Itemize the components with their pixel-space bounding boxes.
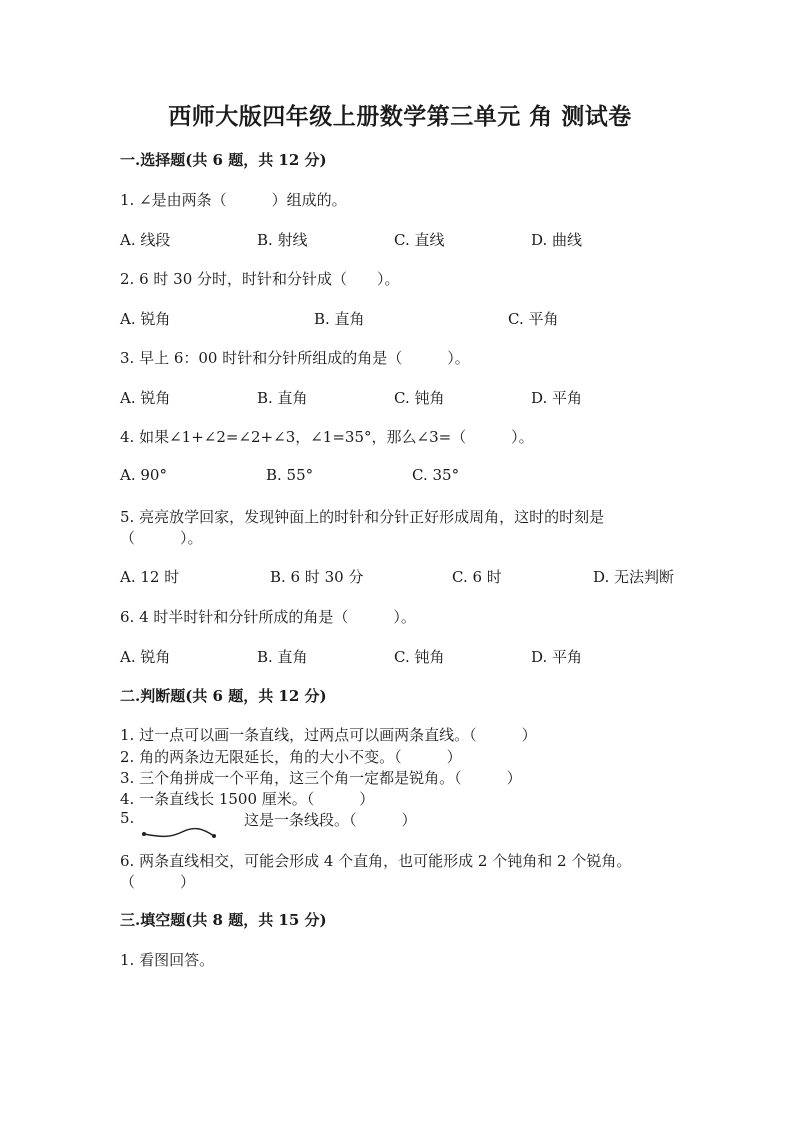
fill-item-1: 1. 看图回答。 (120, 951, 215, 969)
judge-item-6: 6. 两条直线相交，可能会形成 4 个直角，也可能形成 2 个钝角和 2 个锐角。 (120, 852, 632, 870)
judge-item-2: 2. 角的两条边无限延长，角的大小不变。（ ） (120, 748, 462, 766)
section-heading-fill: 三.填空题(共 8 题，共 15 分) (120, 911, 327, 929)
option-2b: B. 直角 (314, 310, 365, 328)
question-6: 6. 4 时半时针和分针所成的角是（ ）。 (120, 608, 416, 626)
option-2a: A. 锐角 (120, 310, 171, 328)
question-2: 2. 6 时 30 分时，时针和分针成（ ）。 (120, 270, 400, 288)
option-6d: D. 平角 (531, 648, 583, 666)
option-6c: C. 钝角 (394, 648, 445, 666)
section-heading-choice: 一.选择题(共 6 题，共 12 分) (120, 151, 327, 169)
option-1c: C. 直线 (394, 231, 445, 249)
judge-item-4: 4. 一条直线长 1500 厘米。（ ） (120, 790, 375, 808)
section-heading-judge: 二.判断题(共 6 题，共 12 分) (120, 687, 327, 705)
option-4b: B. 55° (266, 466, 314, 484)
line-segment-figure (138, 824, 220, 844)
option-4a: A. 90° (120, 466, 167, 484)
option-5a: A. 12 时 (120, 568, 180, 586)
judge-item-6-cont: （ ） (120, 873, 196, 891)
judge-item-5-number: 5. (120, 809, 135, 827)
option-5b: B. 6 时 30 分 (270, 568, 364, 586)
option-5c: C. 6 时 (452, 568, 502, 586)
option-5d: D. 无法判断 (593, 568, 675, 586)
option-1b: B. 射线 (257, 231, 308, 249)
question-1: 1. ∠是由两条（ ）组成的。 (120, 191, 347, 209)
option-6b: B. 直角 (257, 648, 308, 666)
option-3c: C. 钝角 (394, 389, 445, 407)
question-5-cont: （ ）。 (120, 529, 203, 547)
option-3d: D. 平角 (531, 389, 583, 407)
option-1d: D. 曲线 (531, 231, 583, 249)
question-4: 4. 如果∠1+∠2=∠2+∠3，∠1=35°，那么∠3=（ ）。 (120, 428, 534, 446)
option-1a: A. 线段 (120, 231, 171, 249)
option-6a: A. 锐角 (120, 648, 171, 666)
judge-item-1: 1. 过一点可以画一条直线，过两点可以画两条直线。（ ） (120, 726, 537, 744)
question-3: 3. 早上 6：00 时针和分针所组成的角是（ ）。 (120, 349, 470, 367)
judge-item-5-text: 这是一条线段。（ ） (244, 811, 417, 829)
option-2c: C. 平角 (508, 310, 559, 328)
question-5: 5. 亮亮放学回家，发现钟面上的时针和分针正好形成周角，这时的时刻是 (120, 508, 605, 526)
page-title: 西师大版四年级上册数学第三单元 角 测试卷 (168, 103, 632, 130)
option-3b: B. 直角 (257, 389, 308, 407)
judge-item-3: 3. 三个角拼成一个平角，这三个角一定都是锐角。（ ） (120, 769, 522, 787)
option-4c: C. 35° (412, 466, 460, 484)
option-3a: A. 锐角 (120, 389, 171, 407)
